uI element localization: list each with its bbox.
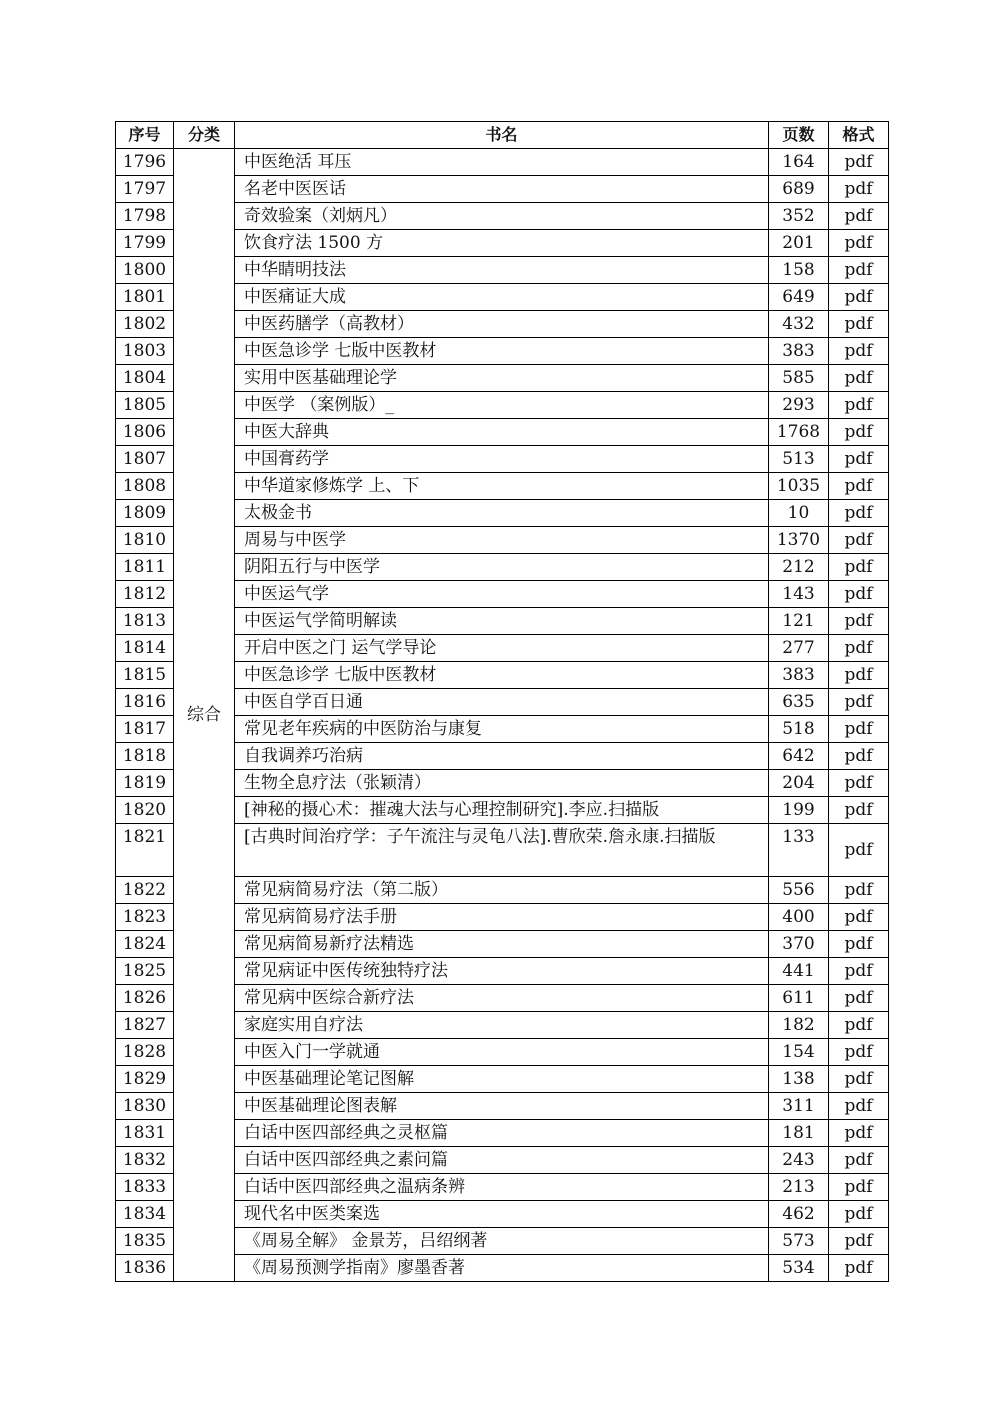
row-title: 中医痛证大成 xyxy=(235,284,769,311)
row-pages: 164 xyxy=(769,149,829,176)
row-seq: 1809 xyxy=(116,500,174,527)
row-seq: 1799 xyxy=(116,230,174,257)
row-seq: 1813 xyxy=(116,608,174,635)
row-seq: 1828 xyxy=(116,1039,174,1066)
row-pages: 518 xyxy=(769,716,829,743)
row-format: pdf xyxy=(829,958,889,985)
book-list-page xyxy=(115,121,888,1282)
row-seq: 1816 xyxy=(116,689,174,716)
row-pages: 611 xyxy=(769,985,829,1012)
row-format: pdf xyxy=(829,257,889,284)
row-title: 饮食疗法 1500 方 xyxy=(235,230,769,257)
row-format: pdf xyxy=(829,985,889,1012)
row-seq: 1823 xyxy=(116,904,174,931)
row-pages: 158 xyxy=(769,257,829,284)
row-format: pdf xyxy=(829,1066,889,1093)
row-seq: 1819 xyxy=(116,770,174,797)
row-pages: 370 xyxy=(769,931,829,958)
row-title: 中医学 （案例版）_ xyxy=(235,392,769,419)
row-seq: 1806 xyxy=(116,419,174,446)
row-title: 常见病简易疗法（第二版） xyxy=(235,877,769,904)
row-pages: 10 xyxy=(769,500,829,527)
row-seq: 1827 xyxy=(116,1012,174,1039)
row-format: pdf xyxy=(829,1174,889,1201)
row-seq: 1832 xyxy=(116,1147,174,1174)
row-pages: 441 xyxy=(769,958,829,985)
row-pages: 277 xyxy=(769,635,829,662)
row-title: [古典时间治疗学：子午流注与灵龟八法].曹欣荣.詹永康.扫描版 xyxy=(235,824,769,877)
row-pages: 534 xyxy=(769,1255,829,1282)
row-seq: 1811 xyxy=(116,554,174,581)
row-title: 实用中医基础理论学 xyxy=(235,365,769,392)
row-pages: 212 xyxy=(769,554,829,581)
row-title: 中医大辞典 xyxy=(235,419,769,446)
row-format: pdf xyxy=(829,581,889,608)
row-title: 常见病证中医传统独特疗法 xyxy=(235,958,769,985)
header-seq: 序号 xyxy=(116,122,174,149)
row-seq: 1797 xyxy=(116,176,174,203)
row-format: pdf xyxy=(829,500,889,527)
row-format: pdf xyxy=(829,1012,889,1039)
row-format: pdf xyxy=(829,338,889,365)
header-pages: 页数 xyxy=(769,122,829,149)
row-format: pdf xyxy=(829,527,889,554)
row-format: pdf xyxy=(829,392,889,419)
row-format: pdf xyxy=(829,770,889,797)
row-title: 常见病中医综合新疗法 xyxy=(235,985,769,1012)
row-pages: 311 xyxy=(769,1093,829,1120)
row-format: pdf xyxy=(829,1201,889,1228)
row-seq: 1798 xyxy=(116,203,174,230)
row-title: 阴阳五行与中医学 xyxy=(235,554,769,581)
row-pages: 1035 xyxy=(769,473,829,500)
row-title: 中国膏药学 xyxy=(235,446,769,473)
row-title: 《周易预测学指南》廖墨香著 xyxy=(235,1255,769,1282)
row-pages: 400 xyxy=(769,904,829,931)
row-title: 中医入门一学就通 xyxy=(235,1039,769,1066)
row-title: 中医基础理论笔记图解 xyxy=(235,1066,769,1093)
row-title: 《周易全解》 金景芳，吕绍纲著 xyxy=(235,1228,769,1255)
row-seq: 1833 xyxy=(116,1174,174,1201)
row-format: pdf xyxy=(829,931,889,958)
row-format: pdf xyxy=(829,473,889,500)
row-title: 中医绝活 耳压 xyxy=(235,149,769,176)
row-pages: 432 xyxy=(769,311,829,338)
book-table xyxy=(115,121,889,1282)
row-pages: 689 xyxy=(769,176,829,203)
row-pages: 383 xyxy=(769,338,829,365)
row-seq: 1817 xyxy=(116,716,174,743)
row-title: 中医运气学 xyxy=(235,581,769,608)
row-pages: 154 xyxy=(769,1039,829,1066)
row-seq: 1808 xyxy=(116,473,174,500)
row-pages: 201 xyxy=(769,230,829,257)
row-format: pdf xyxy=(829,635,889,662)
row-title: 白话中医四部经典之素问篇 xyxy=(235,1147,769,1174)
row-title: 白话中医四部经典之灵枢篇 xyxy=(235,1120,769,1147)
row-format: pdf xyxy=(829,662,889,689)
row-format: pdf xyxy=(829,824,889,877)
row-seq: 1831 xyxy=(116,1120,174,1147)
row-title: [神秘的摄心术：摧魂大法与心理控制研究].李应.扫描版 xyxy=(235,797,769,824)
row-title: 中医运气学简明解读 xyxy=(235,608,769,635)
row-format: pdf xyxy=(829,1147,889,1174)
row-pages: 243 xyxy=(769,1147,829,1174)
row-format: pdf xyxy=(829,1228,889,1255)
row-format: pdf xyxy=(829,230,889,257)
row-pages: 213 xyxy=(769,1174,829,1201)
row-format: pdf xyxy=(829,608,889,635)
row-pages: 143 xyxy=(769,581,829,608)
row-title: 奇效验案（刘炳凡） xyxy=(235,203,769,230)
row-pages: 635 xyxy=(769,689,829,716)
row-title: 中华睛明技法 xyxy=(235,257,769,284)
row-seq: 1796 xyxy=(116,149,174,176)
row-title: 周易与中医学 xyxy=(235,527,769,554)
row-format: pdf xyxy=(829,203,889,230)
row-seq: 1812 xyxy=(116,581,174,608)
header-title: 书名 xyxy=(235,122,769,149)
row-seq: 1804 xyxy=(116,365,174,392)
row-title: 生物全息疗法（张颖清） xyxy=(235,770,769,797)
row-title: 自我调养巧治病 xyxy=(235,743,769,770)
table-header-row xyxy=(116,122,889,149)
row-pages: 121 xyxy=(769,608,829,635)
row-pages: 585 xyxy=(769,365,829,392)
row-title: 常见病简易新疗法精选 xyxy=(235,931,769,958)
row-pages: 204 xyxy=(769,770,829,797)
row-title: 白话中医四部经典之温病条辨 xyxy=(235,1174,769,1201)
row-pages: 462 xyxy=(769,1201,829,1228)
row-format: pdf xyxy=(829,1255,889,1282)
row-title: 家庭实用自疗法 xyxy=(235,1012,769,1039)
row-seq: 1822 xyxy=(116,877,174,904)
row-title: 名老中医医话 xyxy=(235,176,769,203)
table-body xyxy=(116,149,889,1282)
row-format: pdf xyxy=(829,176,889,203)
row-title: 常见病简易疗法手册 xyxy=(235,904,769,931)
category-cell: 综合 xyxy=(174,149,235,1282)
row-format: pdf xyxy=(829,554,889,581)
row-format: pdf xyxy=(829,689,889,716)
row-pages: 1768 xyxy=(769,419,829,446)
row-seq: 1824 xyxy=(116,931,174,958)
row-pages: 1370 xyxy=(769,527,829,554)
row-seq: 1803 xyxy=(116,338,174,365)
row-pages: 352 xyxy=(769,203,829,230)
row-format: pdf xyxy=(829,419,889,446)
row-format: pdf xyxy=(829,1039,889,1066)
row-pages: 573 xyxy=(769,1228,829,1255)
row-seq: 1825 xyxy=(116,958,174,985)
row-title: 中华道家修炼学 上、下 xyxy=(235,473,769,500)
row-seq: 1821 xyxy=(116,824,174,877)
row-format: pdf xyxy=(829,284,889,311)
row-pages: 199 xyxy=(769,797,829,824)
row-seq: 1815 xyxy=(116,662,174,689)
row-pages: 182 xyxy=(769,1012,829,1039)
row-title: 开启中医之门 运气学导论 xyxy=(235,635,769,662)
row-title: 中医自学百日通 xyxy=(235,689,769,716)
row-seq: 1800 xyxy=(116,257,174,284)
row-seq: 1834 xyxy=(116,1201,174,1228)
row-pages: 138 xyxy=(769,1066,829,1093)
row-seq: 1836 xyxy=(116,1255,174,1282)
row-format: pdf xyxy=(829,743,889,770)
row-pages: 642 xyxy=(769,743,829,770)
row-format: pdf xyxy=(829,1120,889,1147)
row-format: pdf xyxy=(829,904,889,931)
row-format: pdf xyxy=(829,1093,889,1120)
header-format: 格式 xyxy=(829,122,889,149)
row-seq: 1818 xyxy=(116,743,174,770)
row-seq: 1810 xyxy=(116,527,174,554)
row-title: 常见老年疾病的中医防治与康复 xyxy=(235,716,769,743)
row-format: pdf xyxy=(829,311,889,338)
row-title: 现代名中医类案选 xyxy=(235,1201,769,1228)
row-seq: 1802 xyxy=(116,311,174,338)
row-title: 中医急诊学 七版中医教材 xyxy=(235,662,769,689)
row-seq: 1830 xyxy=(116,1093,174,1120)
row-seq: 1820 xyxy=(116,797,174,824)
table-row xyxy=(116,149,889,176)
row-format: pdf xyxy=(829,716,889,743)
row-pages: 181 xyxy=(769,1120,829,1147)
row-pages: 649 xyxy=(769,284,829,311)
row-seq: 1807 xyxy=(116,446,174,473)
row-pages: 556 xyxy=(769,877,829,904)
row-seq: 1835 xyxy=(116,1228,174,1255)
row-pages: 383 xyxy=(769,662,829,689)
row-pages: 293 xyxy=(769,392,829,419)
row-pages: 513 xyxy=(769,446,829,473)
header-category: 分类 xyxy=(174,122,235,149)
row-title: 中医基础理论图表解 xyxy=(235,1093,769,1120)
row-format: pdf xyxy=(829,365,889,392)
row-title: 中医急诊学 七版中医教材 xyxy=(235,338,769,365)
row-title: 中医药膳学（高教材） xyxy=(235,311,769,338)
row-format: pdf xyxy=(829,797,889,824)
row-seq: 1826 xyxy=(116,985,174,1012)
row-seq: 1814 xyxy=(116,635,174,662)
row-format: pdf xyxy=(829,149,889,176)
row-title: 太极金书 xyxy=(235,500,769,527)
row-seq: 1805 xyxy=(116,392,174,419)
row-format: pdf xyxy=(829,877,889,904)
row-pages: 133 xyxy=(769,824,829,877)
row-format: pdf xyxy=(829,446,889,473)
row-seq: 1801 xyxy=(116,284,174,311)
row-seq: 1829 xyxy=(116,1066,174,1093)
